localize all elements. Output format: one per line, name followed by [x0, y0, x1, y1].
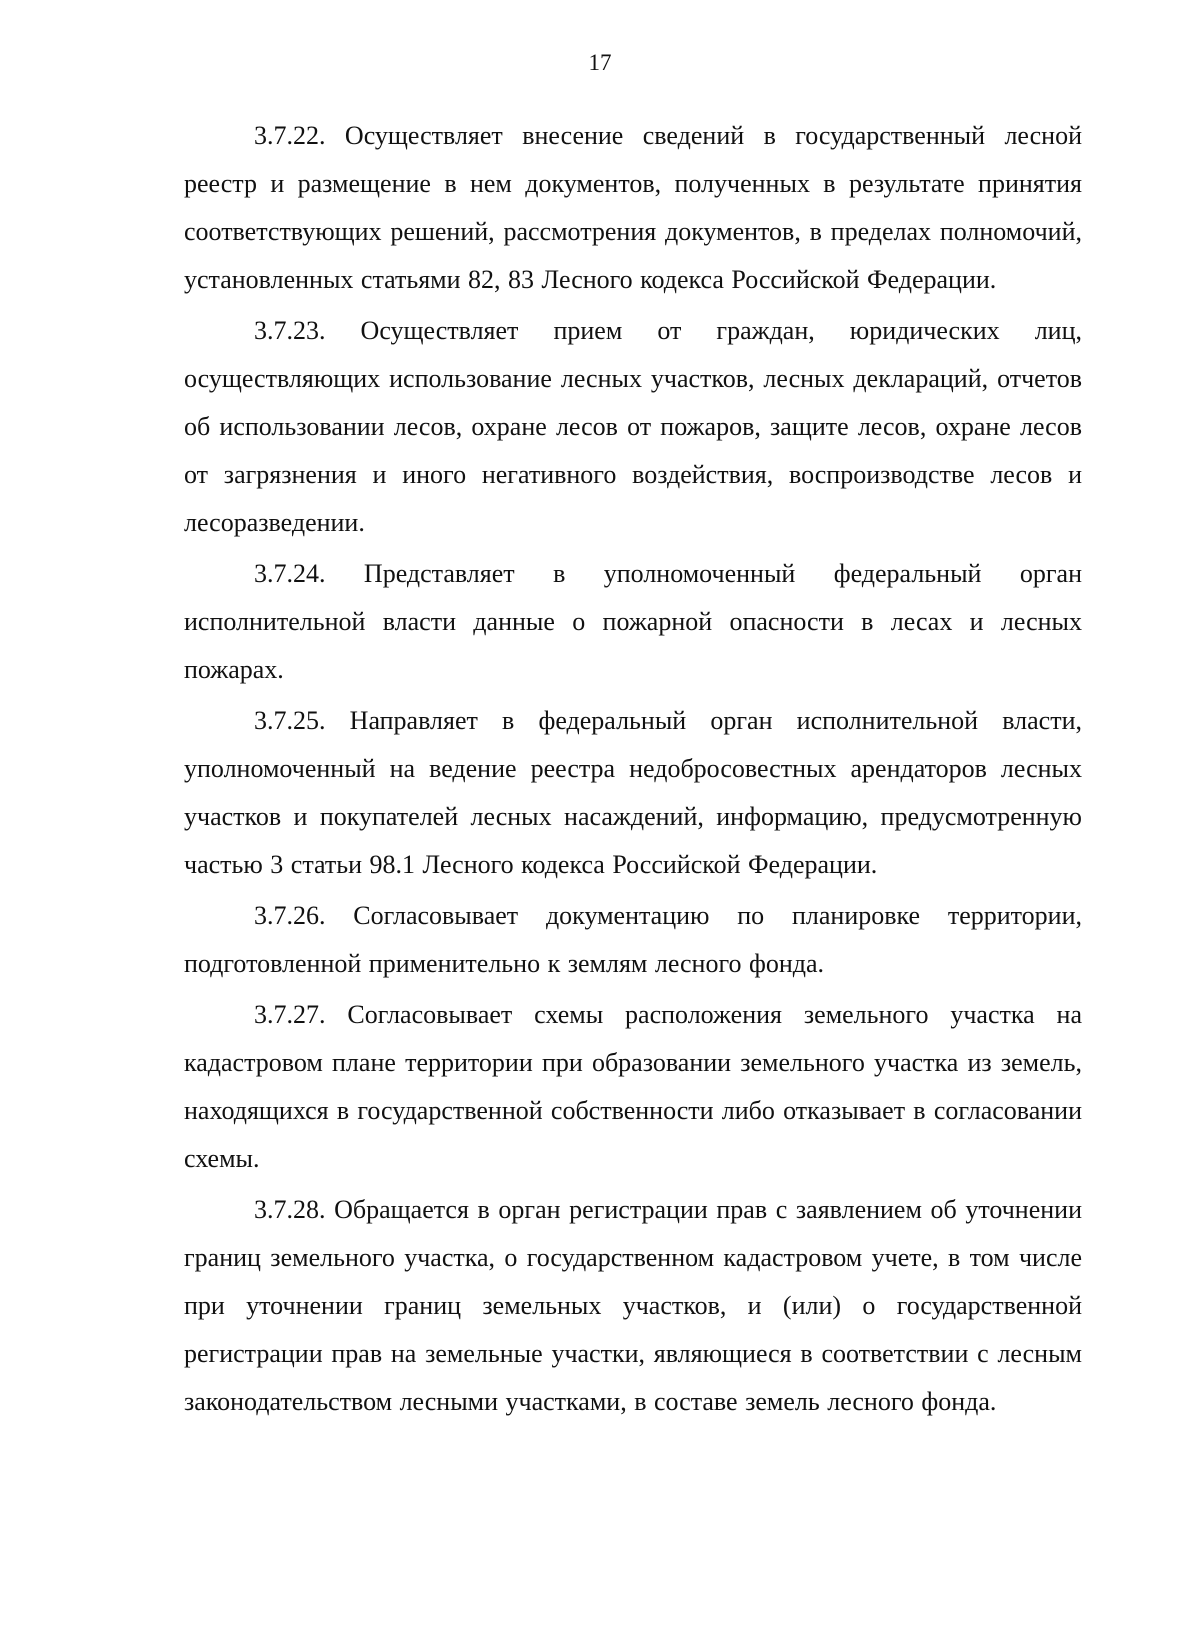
page-number: 17 — [588, 50, 612, 75]
document-body — [184, 112, 1082, 1429]
paragraph-3-7-26: 3.7.26. Согласовывает документацию по планировке территории, подготовленной применительно к землям лесного фонда. — [184, 901, 1082, 978]
paragraph-3-7-22: 3.7.22. Осуществляет внесение сведений в государственный лесной реестр и размещение в нем документов, полученных в результате принятия соответствующих решений, рассмотрения документов, в пределах полномочий, установленных статьями 82, 83 Лесного кодекса Российской Федерации. — [184, 121, 1082, 294]
paragraph-3-7-25: 3.7.25. Направляет в федеральный орган исполнительной власти, уполномоченный на ведение реестра недобросовестных арендаторов лесных участков и покупателей лесных насаждений, информацию, предусмотренную частью 3 статьи 98.1 Лесного кодекса Российской Федерации. — [184, 706, 1082, 879]
paragraph-3-7-28: 3.7.28. Обращается в орган регистрации прав с заявлением об уточнении границ земельного участка, о государственном кадастровом учете, в том числе при уточнении границ земельных участков, и (или) о государственной регистрации прав на земельные участки, являющиеся в соответствии с лесным законодательством лесными участками, в составе земель лесного фонда. — [184, 1195, 1082, 1416]
paragraph-3-7-27: 3.7.27. Согласовывает схемы расположения земельного участка на кадастровом плане территории при образовании земельного участка из земель, находящихся в государственной собственности либо отказывает в согласовании схемы. — [184, 1000, 1082, 1173]
paragraph-3-7-23: 3.7.23. Осуществляет прием от граждан, юридических лиц, осуществляющих использование лесных участков, лесных деклараций, отчетов об использовании лесов, охране лесов от пожаров, защите лесов, охране лесов от загрязнения и иного негативного воздействия, воспроизводстве лесов и лесоразведении. — [184, 316, 1082, 537]
paragraph-3-7-24: 3.7.24. Представляет в уполномоченный федеральный орган исполнительной власти данные о пожарной опасности в лесах и лесных пожарах. — [184, 559, 1082, 684]
